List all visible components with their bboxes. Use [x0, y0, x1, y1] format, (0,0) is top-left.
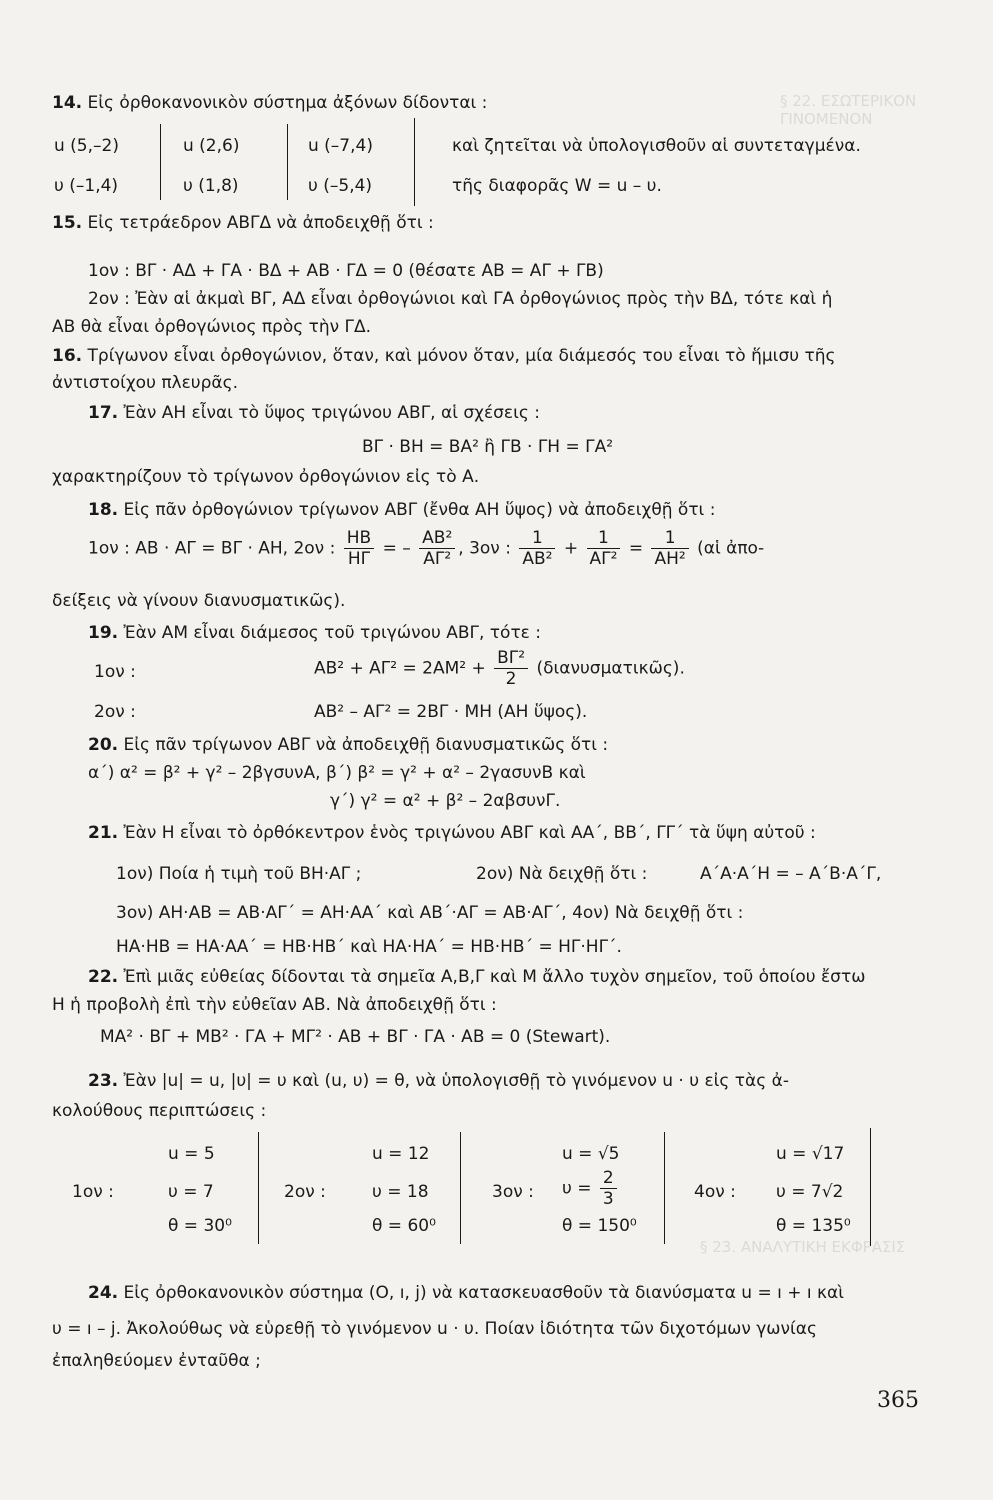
- fraction: $\frac{1}{\text{ΑΗ²}}$: [651, 528, 688, 569]
- case-label: 3ον :: [492, 1182, 534, 1202]
- case-4-v: υ = 7√2: [776, 1182, 844, 1202]
- case-label: 1ον :: [72, 1182, 114, 1202]
- exercise-19-formula-1: ΑΒ² + ΑΓ² = 2ΑΜ² + $\frac{\text{ΒΓ²}}{2}$ (διανυσματικῶς).: [314, 648, 685, 689]
- case-3-u: u = √5: [562, 1144, 620, 1164]
- exercise-21: 21. Ἐὰν Η εἶναι τὸ ὀρθόκεντρον ἑνὸς τριγώνου ΑΒΓ καὶ ΑΑ΄, ΒΒ΄, ΓΓ΄ τὰ ὕψη αὐτοῦ :: [88, 823, 816, 843]
- exercise-24: 24. Εἰς ὀρθοκανονικὸν σύστημα (O, ı, j) νὰ κατασκευασθοῦν τὰ διανύσματα u = ı + ı καὶ: [88, 1283, 845, 1303]
- exercise-16: 16. Τρίγωνον εἶναι ὀρθογώνιον, ὅταν, καὶ μόνον ὅταν, μία διάμεσός του εἶναι τὸ ἥμισυ τῆς: [52, 346, 836, 366]
- exercise-19-formula-2: ΑΒ² – ΑΓ² = 2ΒΓ · ΜΗ (ΑΗ ὕψος).: [314, 702, 588, 722]
- case-1-theta: θ = 30⁰: [168, 1216, 232, 1236]
- exercise-17-formula: ΒΓ · ΒΗ = ΒΑ² ἢ ΓΒ · ΓΗ = ΓΑ²: [361, 437, 614, 457]
- case-divider: [664, 1132, 665, 1244]
- vector-v1: υ (–1,4): [54, 176, 119, 196]
- exercise-22: 22. Ἐπὶ μιᾶς εὐθείας δίδονται τὰ σημεῖα Α,Β,Γ καὶ Μ ἄλλο τυχὸν σημεῖον, τοῦ ὁποίου ἔστω: [88, 967, 866, 987]
- exercise-21-part-2: 2ον) Νὰ δειχθῇ ὅτι :: [476, 864, 648, 884]
- vector-v2: υ (1,8): [183, 176, 239, 196]
- exercise-18-cont: δείξεις νὰ γίνουν διανυσματικῶς).: [52, 591, 346, 611]
- part-label: 2ον :: [94, 702, 136, 722]
- vector-v3: υ (–5,4): [308, 176, 373, 196]
- exercise-21-part-4: ΗΑ·ΗΒ = ΗΑ·ΑΑ΄ = ΗΒ·ΗΒ΄ καὶ ΗΑ·ΗΑ΄ = ΗΒ·ΗΒ΄ = ΗΓ·ΗΓ΄.: [116, 937, 622, 957]
- exercise-20: 20. Εἰς πᾶν τρίγωνον ΑΒΓ νὰ ἀποδειχθῇ διανυσματικῶς ὅτι :: [88, 735, 609, 755]
- part-label: 1ον :: [94, 662, 136, 682]
- exercise-20-c: γ΄) γ² = α² + β² – 2αβσυνΓ.: [330, 791, 561, 811]
- exercise-18-formulas: 1ον : ΑΒ · ΑΓ = ΒΓ · ΑΗ, 2ον : $\frac{HB}{H\Gamma}$ = – $\frac{\text{ΑΒ²}}{\text{ΑΓ²}}$ , 3ον : $\frac{1}{\text{ΑΒ²}}$ + $\frac{1}{\text{ΑΓ²}}$ = $\frac{1}{\text{ΑΗ²}}$ (αἱ ἀπο-: [88, 528, 765, 569]
- fraction: $\frac{1}{\text{ΑΓ²}}$: [587, 528, 621, 569]
- exercise-17: 17. Ἐὰν ΑΗ εἶναι τὸ ὕψος τριγώνου ΑΒΓ, αἱ σχέσεις :: [88, 403, 540, 423]
- vector-u3: u (–7,4): [308, 136, 373, 156]
- exercise-23-cont: κολούθους περιπτώσεις :: [52, 1101, 267, 1121]
- fraction: $\frac{HB}{H\Gamma}$: [344, 528, 374, 569]
- exercise-14-task-2: τῆς διαφορᾶς W = u – υ.: [452, 176, 662, 196]
- case-4-u: u = √17: [776, 1144, 845, 1164]
- case-divider: [460, 1132, 461, 1244]
- case-label: 2ον :: [284, 1182, 326, 1202]
- exercise-14-intro: 14. Εἰς ὀρθοκανονικὸν σύστημα ἀξόνων δίδονται :: [52, 93, 488, 113]
- exercise-22-formula: ΜΑ² · ΒΓ + ΜΒ² · ΓΑ + ΜΓ² · ΑΒ + ΒΓ · ΓΑ · ΑΒ = 0 (Stewart).: [100, 1027, 611, 1047]
- case-2-u: u = 12: [372, 1144, 430, 1164]
- exercise-23: 23. Ἐὰν |u| = u, |υ| = υ καὶ (u, υ) = θ, νὰ ὑπολογισθῇ τὸ γινόμενον u · υ εἰς τὰς ἀ-: [88, 1071, 789, 1091]
- exercise-24-cont: υ = ı – j. Ἀκολούθως νὰ εὑρεθῇ τὸ γινόμενον u · υ. Ποίαν ἰδιότητα τῶν διχοτόμων γωνίας: [52, 1319, 817, 1339]
- page-number: 365: [877, 1388, 919, 1413]
- exercise-19: 19. Ἐὰν ΑΜ εἶναι διάμεσος τοῦ τριγώνου ΑΒΓ, τότε :: [88, 623, 541, 643]
- exercise-21-part-3: 3ον) ΑΗ·ΑΒ = ΑΒ·ΑΓ΄ = ΑΗ·ΑΑ΄ καὶ ΑΒ΄·ΑΓ = ΑΒ·ΑΓ΄, 4ον) Νὰ δειχθῇ ὅτι :: [116, 903, 744, 923]
- case-4-theta: θ = 135⁰: [776, 1216, 851, 1236]
- case-3-theta: θ = 150⁰: [562, 1216, 637, 1236]
- case-label: 4ον :: [694, 1182, 736, 1202]
- exercise-14-task: καὶ ζητεῖται νὰ ὑπολογισθοῦν αἱ συντεταγμένα.: [452, 136, 861, 156]
- exercise-21-part-1: 1ον) Ποία ἡ τιμὴ τοῦ ΒΗ·ΑΓ ;: [116, 864, 362, 884]
- exercise-18: 18. Εἰς πᾶν ὀρθογώνιον τρίγωνον ΑΒΓ (ἔνθα ΑΗ ὕψος) νὰ ἀποδειχθῇ ὅτι :: [88, 500, 716, 520]
- fraction: $\frac{1}{\text{ΑΒ²}}$: [519, 528, 555, 569]
- exercise-15-intro: 15. Εἰς τετράεδρον ΑΒΓΔ νὰ ἀποδειχθῇ ὅτι :: [52, 213, 434, 233]
- case-2-theta: θ = 60⁰: [372, 1216, 436, 1236]
- vector-u1: u (5,–2): [54, 136, 119, 156]
- bleed-through-text: § 23. ΑΝΑΛΥΤΙΚΗ ΕΚΦΡΑΣΙΣ: [700, 1238, 906, 1256]
- case-2-v: υ = 18: [372, 1182, 429, 1202]
- column-divider: [414, 118, 415, 206]
- column-divider: [287, 124, 288, 200]
- case-1-v: υ = 7: [168, 1182, 214, 1202]
- exercise-24-cont-2: ἐπαληθεύομεν ἐνταῦθα ;: [52, 1351, 261, 1371]
- exercise-16-cont: ἀντιστοίχου πλευρᾶς.: [52, 373, 239, 393]
- exercise-15-part-2-cont: ΑΒ θὰ εἶναι ὀρθογώνιος πρὸς τὴν ΓΔ.: [52, 317, 372, 337]
- exercise-17-cont: χαρακτηρίζουν τὸ τρίγωνον ὀρθογώνιον εἰς τὸ Α.: [52, 467, 480, 487]
- case-1-u: u = 5: [168, 1144, 215, 1164]
- exercise-20-a-b: α΄) α² = β² + γ² – 2βγσυνΑ, β΄) β² = γ² + α² – 2γασυνΒ καὶ: [88, 763, 586, 783]
- vector-u2: u (2,6): [183, 136, 240, 156]
- exercise-21-part-2-formula: Α΄Α·Α΄Η = – Α΄Β·Α΄Γ,: [700, 864, 882, 884]
- case-3-v: υ = $\frac{2}{3}$: [562, 1168, 620, 1209]
- exercise-22-cont: Η ἡ προβολὴ ἐπὶ τὴν εὐθεῖαν ΑΒ. Νὰ ἀποδειχθῇ ὅτι :: [52, 995, 497, 1015]
- exercise-15-part-1: 1ον : ΒΓ · ΑΔ + ΓΑ · ΒΔ + ΑΒ · ΓΔ = 0 (θέσατε ΑΒ = ΑΓ + ΓΒ): [88, 261, 604, 281]
- column-divider: [160, 124, 161, 200]
- case-divider: [870, 1128, 871, 1246]
- exercise-number: 14.: [52, 93, 83, 113]
- fraction: $\frac{\text{ΑΒ²}}{\text{ΑΓ²}}$: [419, 528, 455, 569]
- exercise-15-part-2: 2ον : Ἐὰν αἱ ἀκμαὶ ΒΓ, ΑΔ εἶναι ὀρθογώνιοι καὶ ΓΑ ὀρθογώνιος πρὸς τὴν ΒΔ, τότε καὶ ἡ: [88, 289, 833, 309]
- bleed-through-text: § 22. ΕΣΩΤΕΡΙΚΟΝ ΓΙΝΟΜΕΝΟΝ: [780, 92, 917, 128]
- case-divider: [258, 1132, 259, 1244]
